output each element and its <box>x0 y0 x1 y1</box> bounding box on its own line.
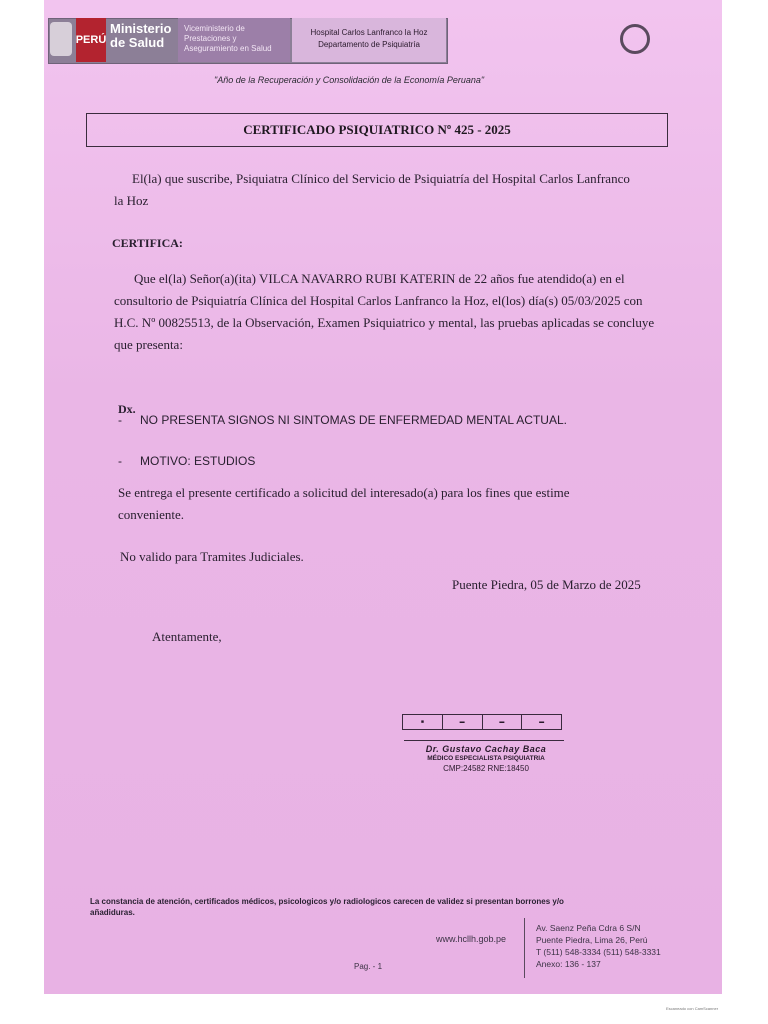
page-number: Pag. - 1 <box>354 962 383 971</box>
hospital-logo-icon <box>620 24 650 54</box>
coat-of-arms-icon <box>50 22 72 56</box>
footer-divider <box>524 918 525 978</box>
diagnosis-text: NO PRESENTA SIGNOS NI SINTOMAS DE ENFERMEDAD MENTAL ACTUAL. <box>140 413 567 427</box>
peru-label: PERÚ <box>76 18 106 62</box>
footer-disclaimer: La constancia de atención, certificados médicos, psicologicos y/o radiologicos carecen de validez si presentan borrones y/o añadiduras. <box>90 897 564 917</box>
doctor-role: MÉDICO ESPECIALISTA PSIQUIATRIA <box>427 755 545 762</box>
hospital-logo <box>606 24 664 72</box>
doctor-name: Dr. Gustavo Cachay Baca <box>425 744 547 754</box>
doctor-registry: CMP:24582 RNE:18450 <box>443 764 529 773</box>
scanner-watermark: Escaneado con CamScanner <box>666 1006 719 1011</box>
address-line: Av. Saenz Peña Cdra 6 S/N <box>536 923 641 933</box>
department-name: Departamento de Psiquiatría <box>318 40 420 49</box>
stamp-coat-icon: ■ <box>403 715 443 729</box>
ministry-name: Ministerio de Salud <box>110 21 172 50</box>
certifica-label: CERTIFICA: <box>112 236 183 250</box>
not-valid-note: No valido para Tramites Judiciales. <box>120 549 304 564</box>
diagnosis-item: - NO PRESENTA SIGNOS NI SINTOMAS DE ENFERMEDAD MENTAL ACTUAL. <box>118 413 567 427</box>
stamp-ministry-icon: ▬ <box>483 715 523 729</box>
hospital-name: Hospital Carlos Lanfranco la Hoz <box>310 28 428 37</box>
address-line: Anexo: 136 - 137 <box>536 959 601 969</box>
year-motto: "Año de la Recuperación y Consolidación de la Economía Peruana" <box>214 75 485 85</box>
dx-label: Dx. <box>118 402 136 416</box>
closing: Atentamente, <box>152 629 222 644</box>
certificate-title: CERTIFICADO PSIQUIATRICO Nº 425 - 2025 <box>86 113 668 147</box>
diagnosis-text: MOTIVO: ESTUDIOS <box>140 454 256 468</box>
doctor-stamp <box>404 744 568 773</box>
hospital-header <box>292 18 446 62</box>
address-line: T (511) 548-3334 (511) 548-3331 <box>536 947 661 957</box>
vice-ministry-name: Viceministerio de Prestaciones y Aseguramiento en Salud <box>178 18 290 62</box>
footer-address <box>536 922 661 970</box>
body-paragraph: Que el(la) Señor(a)(ita) VILCA NAVARRO RUBI KATERIN de 22 años fue atendido(a) en el consultorio de Psiquiatría Clínica del Hospital Carlos Lanfranco la Hoz, el(los) día(s) 05/03/2025 con H.C. Nº 00825513, de la Observación, Examen Psiquiatrico y mental, las pruebas aplicadas se concluye que presenta: <box>114 271 655 352</box>
stamp-hospital-icon: ▬ <box>539 719 545 725</box>
diagnosis-item: - MOTIVO: ESTUDIOS <box>118 454 256 468</box>
request-note: Se entrega el presente certificado a solicitud del interesado(a) para los fines que estime conveniente. <box>118 485 570 522</box>
address-line: Puente Piedra, Lima 26, Perú <box>536 935 648 945</box>
signature-line <box>404 740 564 741</box>
footer-website: www.hcllh.gob.pe <box>436 934 507 944</box>
place-date: Puente Piedra, 05 de Marzo de 2025 <box>452 577 641 592</box>
stamp-peru-icon: ▬ <box>443 715 483 729</box>
stamp-logo-strip <box>402 714 562 730</box>
intro-paragraph: El(la) que suscribe, Psiquiatra Clínico del Servicio de Psiquiatría del Hospital Carlos Lanfranco la Hoz <box>114 171 630 208</box>
